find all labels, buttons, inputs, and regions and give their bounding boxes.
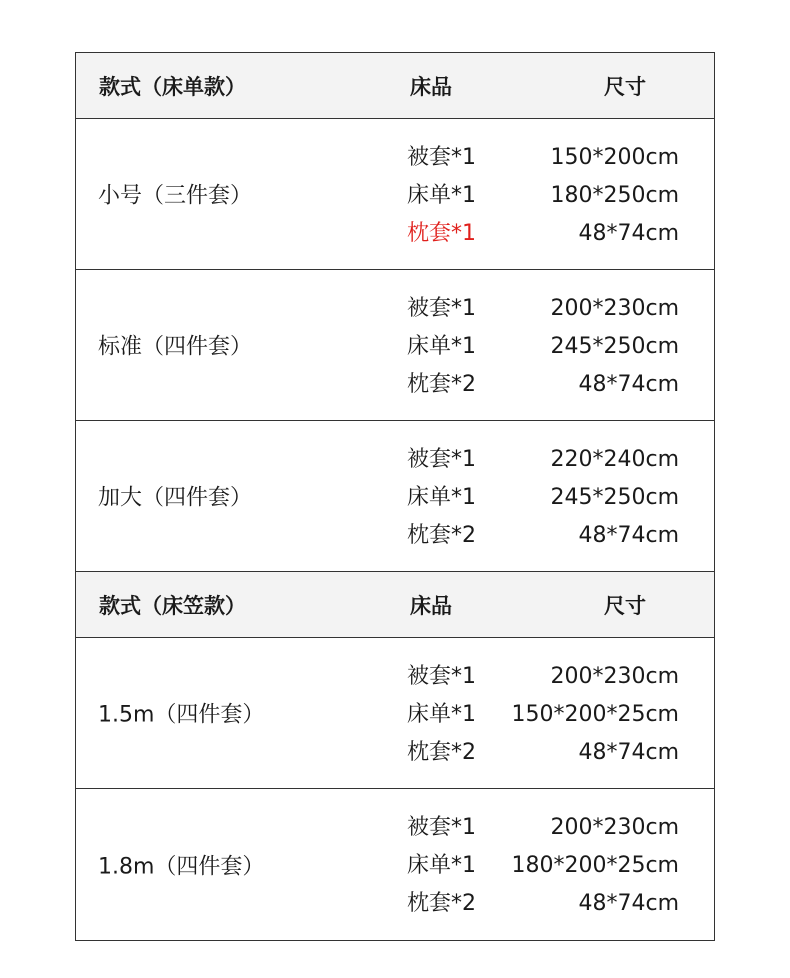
item-line (407, 290, 679, 328)
item-line (407, 847, 679, 885)
item-size: 48*74cm (578, 372, 679, 397)
item-size: 180*200*25cm (511, 853, 679, 878)
item-name: 床单*1 (407, 702, 476, 727)
item-size: 220*240cm (550, 447, 679, 472)
item-size: 200*230cm (550, 664, 679, 689)
item-line (407, 479, 679, 517)
header-style: 款式（床单款） (99, 74, 246, 99)
header-size: 尺寸 (604, 593, 646, 618)
header-size: 尺寸 (604, 74, 646, 99)
style-label: 加大（四件套） (98, 485, 253, 511)
item-size: 200*230cm (550, 296, 679, 321)
table-row (76, 421, 714, 572)
item-name: 被套*1 (407, 664, 476, 689)
table-row (76, 638, 714, 789)
item-name: 枕套*2 (407, 740, 476, 765)
item-size: 245*250cm (550, 485, 679, 510)
item-name: 床单*1 (407, 485, 476, 510)
item-name: 枕套*2 (407, 523, 476, 548)
table-row (76, 789, 714, 940)
item-line (407, 517, 679, 555)
header-style: 款式（床笠款） (99, 593, 246, 618)
item-name: 被套*1 (407, 296, 476, 321)
table-row (76, 119, 714, 270)
table-header-fitted-style (76, 572, 714, 638)
item-name: 被套*1 (407, 447, 476, 472)
item-size: 48*74cm (578, 891, 679, 916)
item-line (407, 366, 679, 404)
item-name: 床单*1 (407, 853, 476, 878)
table-header-sheet-style (76, 53, 714, 119)
item-line (407, 215, 679, 253)
table-row (76, 270, 714, 421)
item-name: 被套*1 (407, 815, 476, 840)
item-line (407, 658, 679, 696)
item-line (407, 328, 679, 366)
item-name-highlighted: 枕套*1 (407, 221, 476, 246)
item-line (407, 139, 679, 177)
item-name: 枕套*2 (407, 372, 476, 397)
item-size: 245*250cm (550, 334, 679, 359)
item-line (407, 734, 679, 772)
item-size: 180*250cm (550, 183, 679, 208)
style-label: 1.8m（四件套） (98, 854, 265, 879)
item-line (407, 696, 679, 734)
item-name: 床单*1 (407, 183, 476, 208)
item-name: 床单*1 (407, 334, 476, 359)
style-label: 小号（三件套） (98, 183, 253, 209)
item-line (407, 885, 679, 923)
item-size: 150*200cm (550, 145, 679, 170)
item-size: 48*74cm (578, 221, 679, 246)
style-label: 1.5m（四件套） (98, 702, 265, 728)
header-bedding: 床品 (410, 74, 452, 99)
item-size: 200*230cm (550, 815, 679, 840)
item-size: 150*200*25cm (511, 702, 679, 727)
item-name: 被套*1 (407, 145, 476, 170)
item-size: 48*74cm (578, 740, 679, 765)
item-size: 48*74cm (578, 523, 679, 548)
item-line (407, 809, 679, 847)
header-bedding: 床品 (410, 593, 452, 618)
item-line (407, 177, 679, 215)
size-table (75, 52, 715, 941)
style-label: 标准（四件套） (98, 334, 253, 360)
item-line (407, 441, 679, 479)
item-name: 枕套*2 (407, 891, 476, 916)
